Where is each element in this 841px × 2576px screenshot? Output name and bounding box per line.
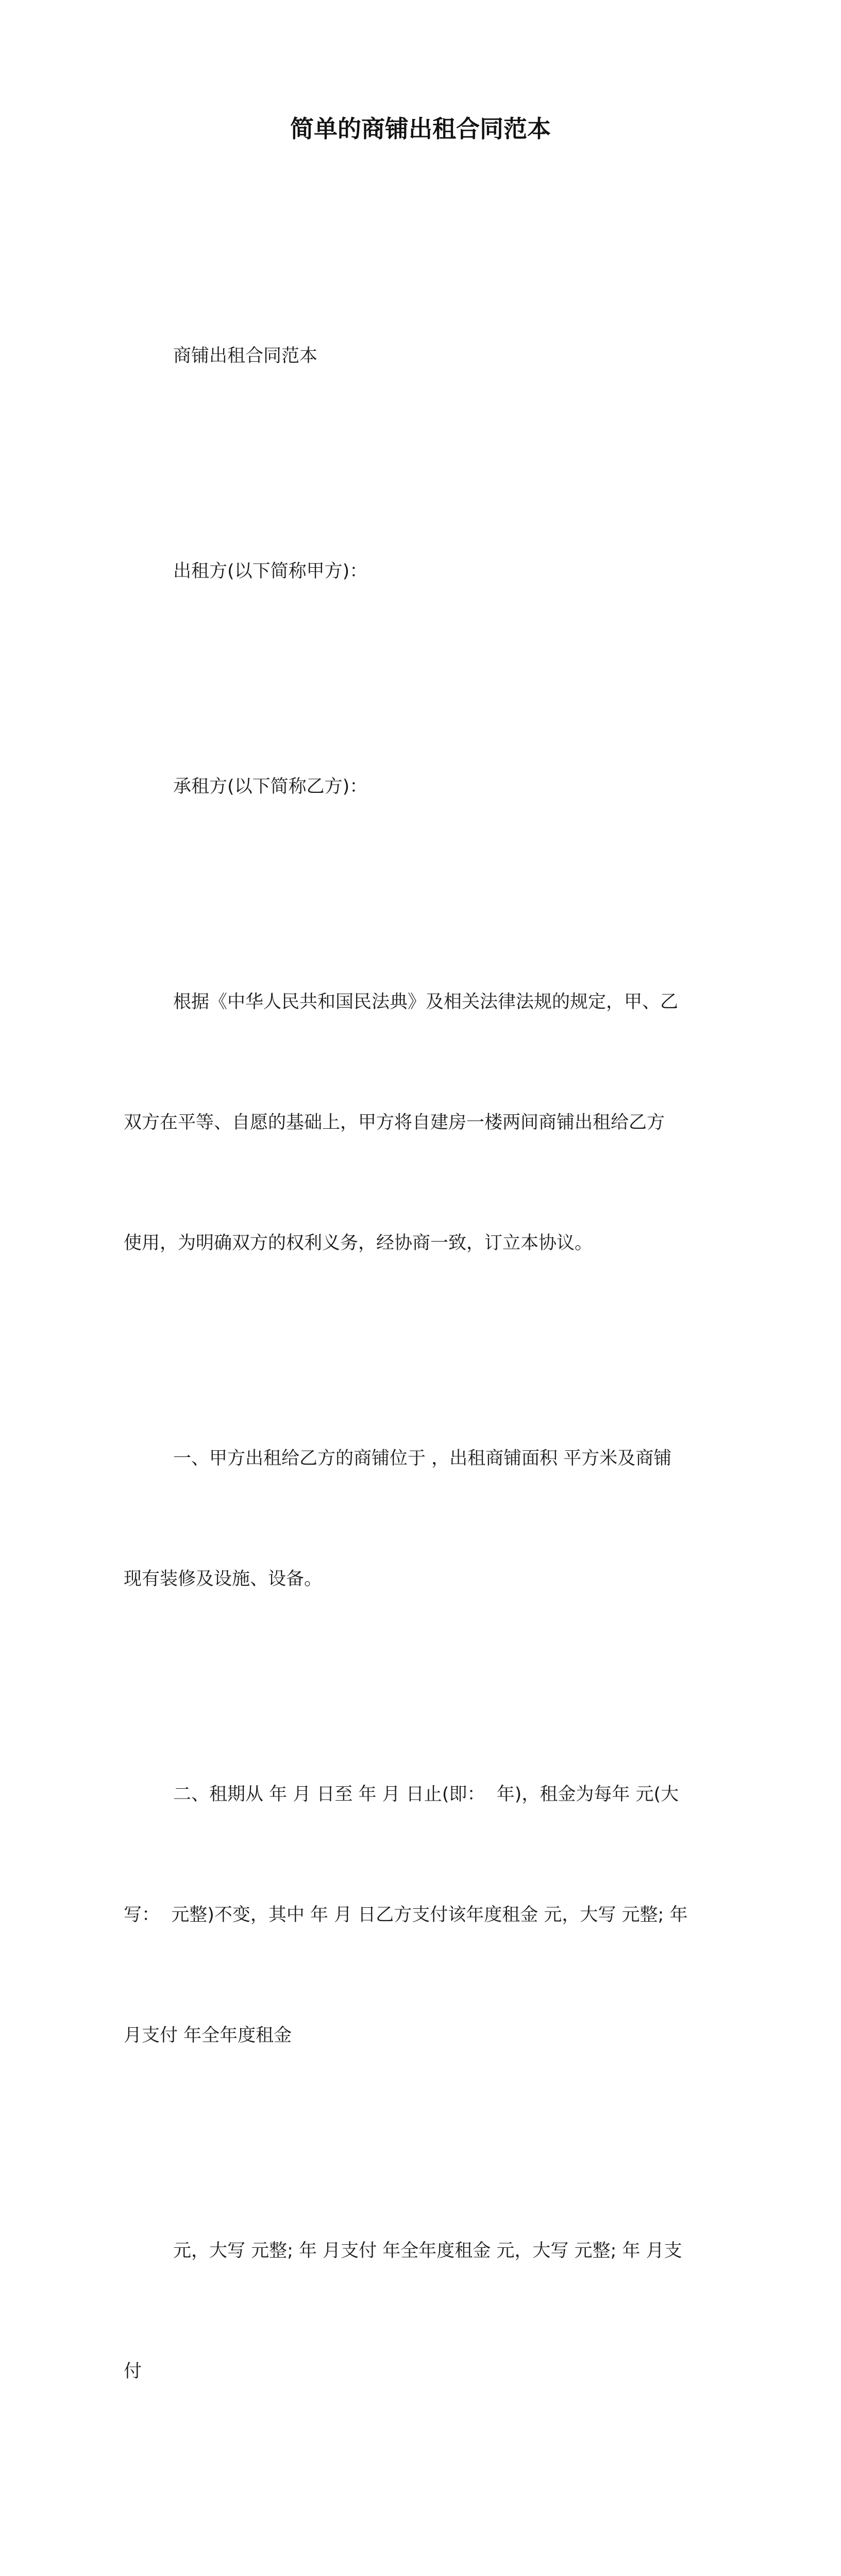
text-line: 一、甲方出租给乙方的商铺位于 ，出租商铺面积 平方米及商铺 xyxy=(173,1448,672,1469)
text-line: 使用，为明确双方的权利义务，经协商一致，订立本协议。 xyxy=(124,1233,593,1253)
text-line: 承租方(以下简称乙方)： xyxy=(173,776,368,797)
paragraph-rent-schedule-2 xyxy=(124,2486,715,2576)
text-line: 二、租期从 年 月 日至 年 月 日止(即： 年)，租金为每年 元(大 xyxy=(173,1784,679,1805)
text-line: 双方在平等、自愿的基础上，甲方将自建房一楼两间商铺出租给乙方 xyxy=(124,1112,665,1133)
text-line: 写： 元整)不变，其中 年 月 日乙方支付该年度租金 元，大写 元整; 年 xyxy=(124,1905,688,1925)
document-body xyxy=(124,256,715,2576)
text-line: 根据《中华人民共和国民法典》及相关法律法规的规定，甲、乙 xyxy=(173,992,679,1012)
text-line: 月支付 年全年度租金 xyxy=(124,2025,292,2046)
paragraph-lessor xyxy=(124,471,715,672)
paragraph-rent-schedule-1 xyxy=(124,2150,715,2472)
text-line: 元，大写 元整; 年 月支付 年全年度租金 元，大写 元整; 年 月支 xyxy=(173,2241,682,2261)
text-line: 现有装修及设施、设备。 xyxy=(124,1569,323,1589)
text-line: 商铺出租合同范本 xyxy=(173,346,318,366)
paragraph-preamble xyxy=(124,902,715,1344)
paragraph-lessee xyxy=(124,686,715,887)
text-line xyxy=(124,2567,715,2576)
paragraph-heading xyxy=(124,256,715,456)
paragraph-clause-2 xyxy=(124,1694,715,2136)
paragraph-clause-1 xyxy=(124,1358,715,1680)
text-line: 付 xyxy=(124,2361,142,2382)
document-title: 简单的商铺出租合同范本 xyxy=(290,115,551,143)
text-line: 出租方(以下简称甲方)： xyxy=(173,561,368,582)
